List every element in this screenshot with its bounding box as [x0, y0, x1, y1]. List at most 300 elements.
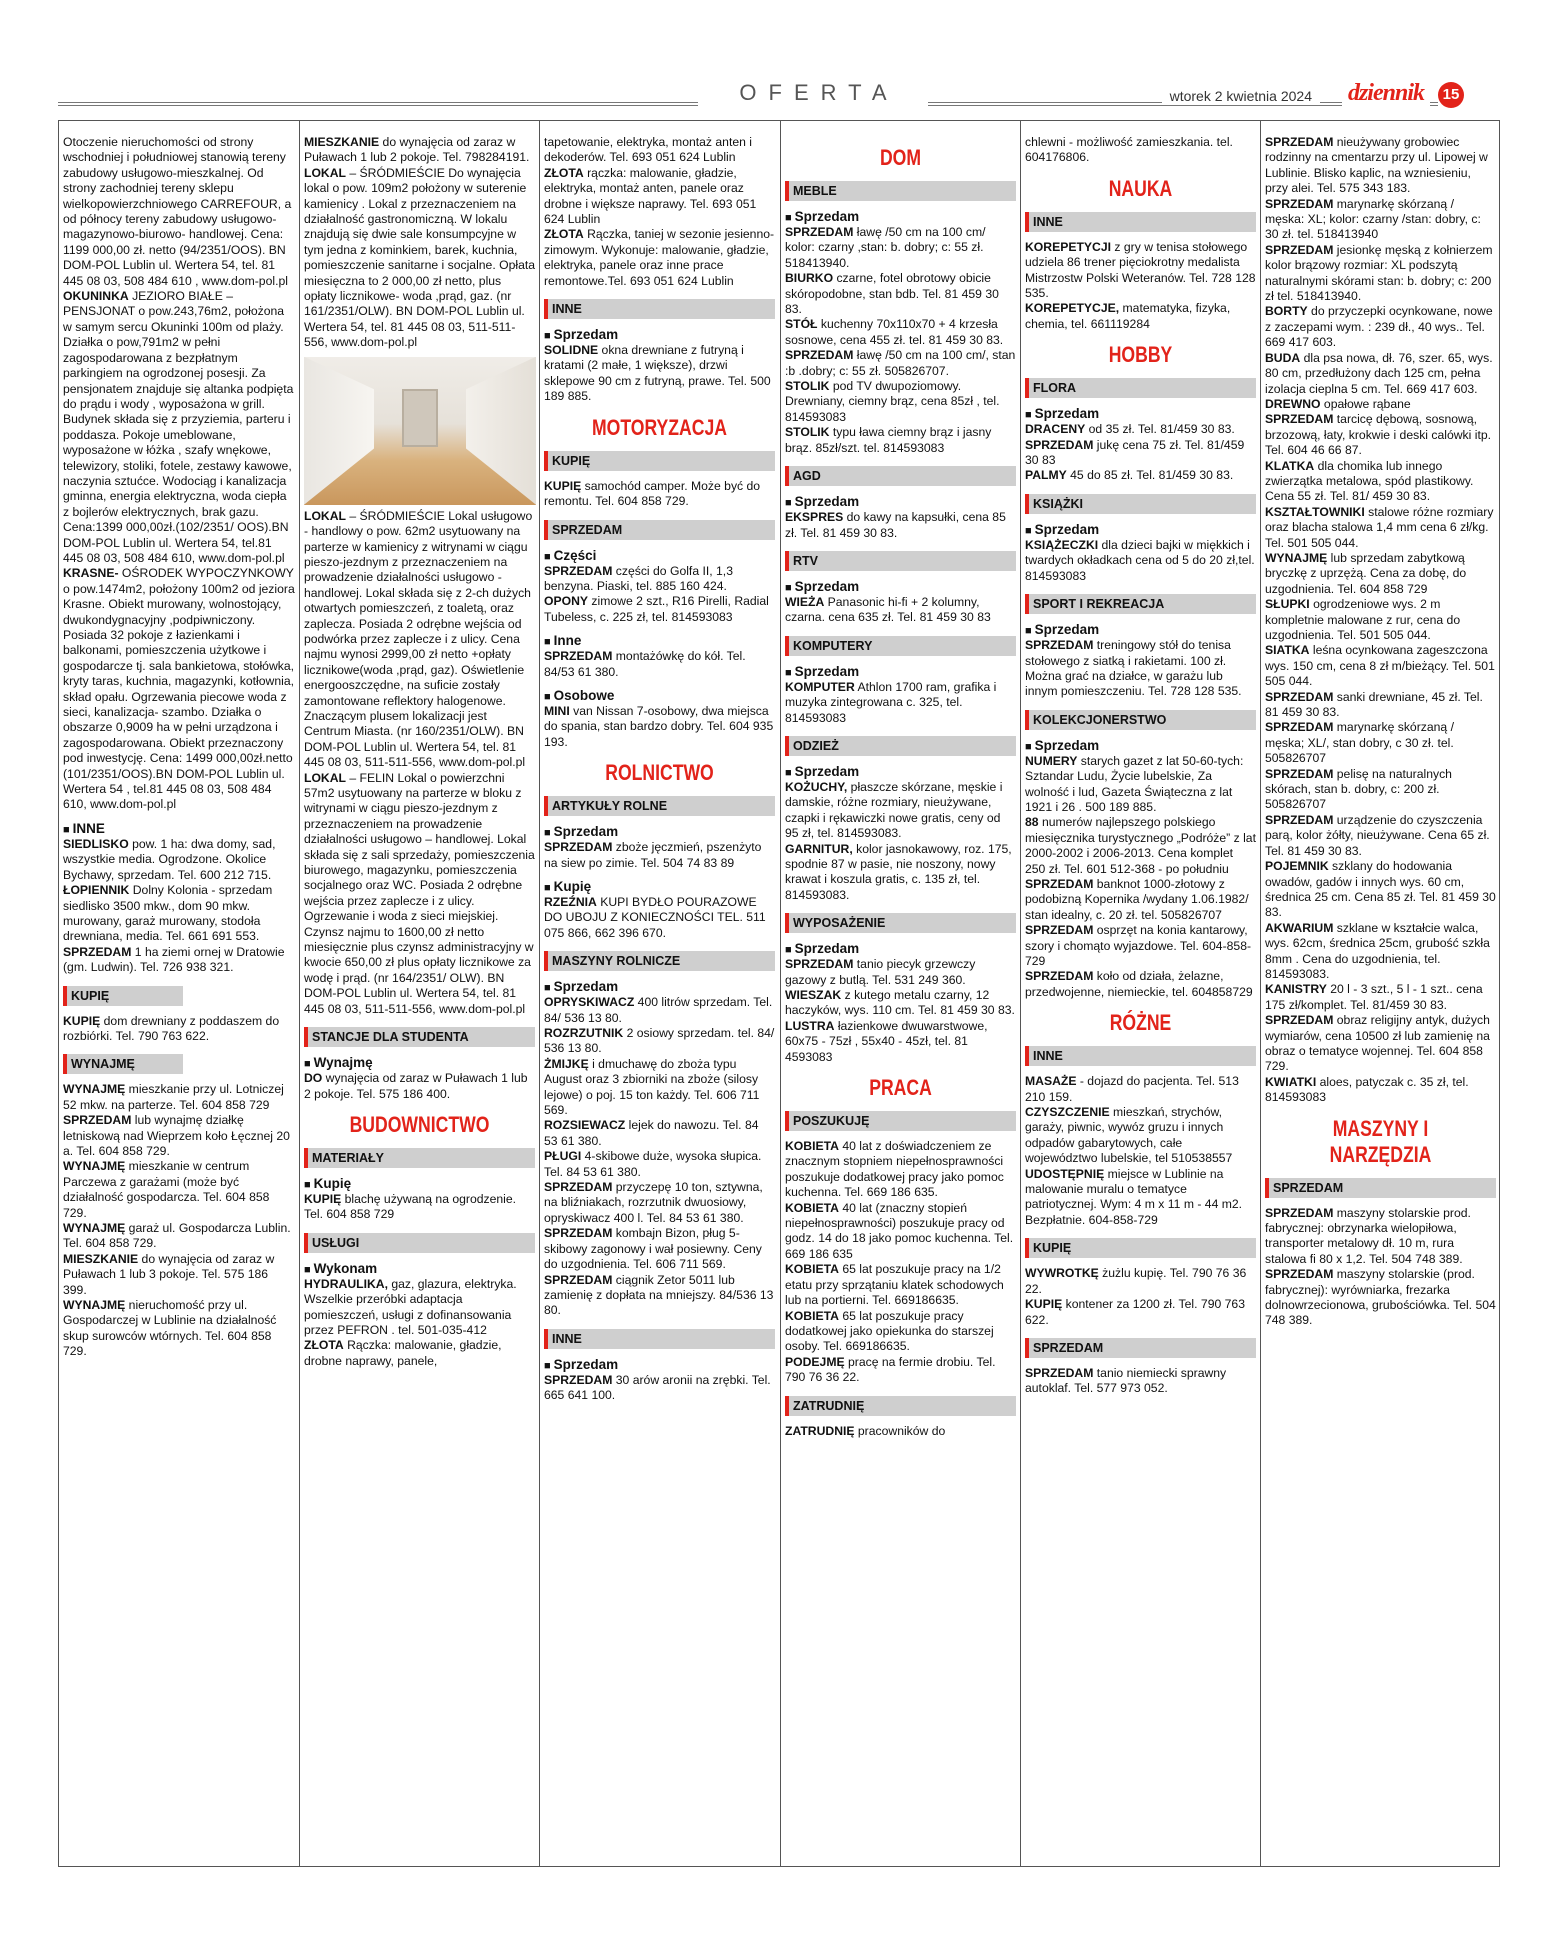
- ad: [304, 509, 535, 771]
- rubric-heading: SPRZEDAM: [1265, 1178, 1496, 1198]
- subsection-heading: ■ INNE: [63, 821, 295, 836]
- ad: [1265, 921, 1496, 983]
- ad-body: z gry w tenisa stołowego udziela 86 trener pięciokrotny medalista Mistrzostw Polski Weteranów. Tel. 728 128 535.: [1025, 239, 1256, 301]
- ad-keyword: KOŻUCHY,: [785, 779, 848, 794]
- ad-body: jukę cena 75 zł. Tel. 81/459 30 83: [1025, 437, 1245, 468]
- ad: [304, 166, 535, 351]
- ad-body: tanio piecyk grzewczy gazowy z butlą. Tel. 531 249 360.: [785, 957, 976, 987]
- ad-body: i dmuchawę do zboża typu August oraz 3 zbiorniki na zboże (silosy lejowe) o poj. 15 ton każdy. Tel. 606 711 569.: [544, 1056, 760, 1118]
- ad: [1025, 638, 1256, 700]
- rubric-heading: MEBLE: [785, 181, 1016, 201]
- ad-body: Rączka: malowanie, gładzie, drobne naprawy, panele,: [304, 1338, 502, 1368]
- ad: [785, 317, 1016, 348]
- rubric-heading: STANCJE DLA STUDENTA: [304, 1027, 535, 1047]
- ad: [785, 225, 1016, 271]
- ad-body: dla chomika lub innego zwierzątka metalowa, spód plastikowy. Cena 55 zł. Tel. 81/ 459 30 83.: [1265, 458, 1474, 504]
- ad: [544, 1026, 775, 1057]
- ad: [544, 227, 775, 289]
- ad-keyword: ZŁOTA: [544, 227, 584, 242]
- ad-body: osprzęt na konia kantarowy, szory i chomąto wyjazdowe. Tel. 604-858-729: [1025, 923, 1252, 968]
- ad-body: kontener za 1200 zł. Tel. 790 763 622.: [1025, 1297, 1245, 1327]
- ad-keyword: SPRZEDAM: [544, 1372, 613, 1387]
- ad-keyword: SPRZEDAM: [544, 563, 613, 578]
- ad: [785, 1262, 1016, 1308]
- ad-keyword: SOLIDNE: [544, 343, 599, 358]
- ad-keyword: OPONY: [544, 594, 589, 609]
- ad-body: dla dzieci bajki w miękkich i twardych okładkach cena od 5 do 20 zł,tel. 814593083: [1025, 537, 1255, 583]
- ad: [544, 479, 775, 510]
- subsection-heading: ■ Kupię: [304, 1176, 535, 1191]
- subsection-heading: ■ Sprzedam: [785, 764, 1016, 779]
- ad: [1265, 1013, 1496, 1075]
- ad-body: tarcicę dębową, sosnową, brzozową, łaty, krokwie i deski calówki itp. Tel. 604 46 66 87.: [1265, 412, 1491, 458]
- ad-keyword: MIESZKANIE: [63, 1251, 139, 1266]
- ad-body: nieruchomość przy ul. Gospodarczej w Lublinie na działalność skup surowców wtórnych. Tel. 604 858 729.: [63, 1298, 277, 1359]
- subsection-heading: ■ Sprzedam: [785, 941, 1016, 956]
- category-title: DOM: [879, 145, 922, 170]
- ad-keyword: GARNITUR,: [785, 841, 853, 856]
- rubric-heading: SPORT I REKREACJA: [1025, 594, 1256, 614]
- column-1: [59, 121, 299, 1866]
- ad-keyword: PODEJMĘ: [785, 1354, 845, 1369]
- ad-body: tanio niemiecki sprawny autoklaf. Tel. 577 973 052.: [1025, 1365, 1227, 1396]
- ad-body: z kutego metalu czarny, 12 haczyków, wys. 110 cm. Tel. 81 459 30 83.: [785, 988, 1015, 1018]
- rubric-heading: KUPIĘ: [1025, 1238, 1256, 1258]
- ad-body: pod TV dwupoziomowy. Drewniany, ciemny brąz, cena 85zł , tel. 814593083: [785, 379, 1000, 424]
- ad-keyword: WYNAJMĘ: [63, 1082, 126, 1097]
- ad-keyword: SPRZEDAM: [1025, 969, 1094, 984]
- ad-body: wynajęcia od zaraz w Puławach 1 lub 2 pokoje. Tel. 575 186 400.: [304, 1071, 528, 1101]
- ad-body: okna drewniane z futryną i kratami (2 małe, 1 większe), drzwi sklepowe 90 cm z futryną, prawe. Tel. 500 189 885.: [544, 343, 771, 404]
- ad: [63, 883, 295, 945]
- rubric-heading: RTV: [785, 551, 1016, 571]
- ad: [785, 1309, 1016, 1355]
- ad-body: Dolny Kolonia - sprzedam siedlisko 3500 mkw., dom 90 mkw. murowany, garaż murowany, stodoła drewniana, media. Tel. 661 691 553.: [63, 883, 273, 944]
- column-5: [1020, 121, 1260, 1866]
- ad-body: mieszkań, strychów, garaży, piwnic, wywóz gruzu i innych odpadów gabarytowych, całe województwo lubelskie, tel 510538557: [1025, 1105, 1233, 1166]
- ad-body: matematyka, fizyka, chemia, tel. 661119284: [1025, 301, 1231, 331]
- ad: [63, 1082, 295, 1113]
- ad-body: lub sprzedam zabytkową bryczkę z uprzężą. Cena za dobę, do uzgodnienia. Tel. 604 858 729: [1265, 550, 1467, 596]
- ad-body: od 35 zł. Tel. 81/459 30 83.: [1085, 422, 1235, 437]
- subsection-heading: ■ Sprzedam: [785, 494, 1016, 509]
- ad: [1025, 422, 1256, 437]
- ad-body: 65 lat poszukuje pracy na 1/2 etatu przy sprzątaniu klatek schodowych lub na portierni. Tel. 669186635.: [785, 1262, 1004, 1308]
- ad-body: leśna ocynkowana zageszczona wys. 150 cm, cena 8 zł m/bieżący. Tel. 501 505 044.: [1265, 643, 1495, 689]
- ad-keyword: KSZTAŁTOWNIKI: [1265, 504, 1365, 519]
- ad: [1265, 813, 1496, 859]
- ad: [1265, 859, 1496, 921]
- ad-body: aloes, patyczak c. 35 zł, tel. 814593083: [1265, 1074, 1469, 1105]
- subsection-heading: ■ Części: [544, 548, 775, 563]
- ad: [1025, 754, 1256, 816]
- ad-body: Panasonic hi-fi + 2 kolumny, czarna. cena 635 zł. Tel. 81 459 30 83: [785, 594, 991, 625]
- ad-keyword: KOREPETYCJE,: [1025, 301, 1120, 316]
- ad: [1265, 597, 1496, 643]
- issue-date: wtorek 2 kwietnia 2024: [1162, 88, 1320, 104]
- newspaper-logo: dziennik: [1342, 80, 1430, 107]
- ad-keyword: WYNAJMĘ: [63, 1159, 126, 1174]
- ad: [1265, 243, 1496, 305]
- ad-keyword: SPRZEDAM: [785, 348, 854, 363]
- ad-body: pracowników do: [854, 1423, 946, 1438]
- ad: [544, 594, 775, 625]
- ad-keyword: ROZRZUTNIK: [544, 1026, 624, 1040]
- ad: [63, 837, 295, 883]
- ad-keyword: PALMY: [1025, 468, 1067, 483]
- rubric-heading: KSIĄŻKI: [1025, 494, 1256, 514]
- ad: [785, 1355, 1016, 1386]
- ad-body: czarne, fotel obrotowy obicie skóropodobne, stan bdb. Tel. 81 459 30 83.: [785, 271, 999, 317]
- ad-body: lejek do nawozu. Tel. 84 53 61 380.: [544, 1118, 759, 1148]
- ad-body: 65 lat poszukuje pracy dodatkowej jako opiekunka do starszej osoby. Tel. 669186635.: [785, 1308, 994, 1354]
- ad-body: OŚRODEK WYPOCZYNKOWY o pow.1474m2, położony 100m2 od jeziora Krasne. Obiekt murowany, wolnostojący, dwukondygnacyjny ,podpiwniczony. Posiada 32 pokoje z łazienkami i balkonami, pomieszczenia użytkowe i gospodarcze tj. sala bankietowa, stołówka, kryty taras, kuchnia, magazynki, kotłownia, skład opału. Ogrzewania piecowe woda z sieci, kanalizacja- szambo. Działka o obszarze 0,9009 ha w pełni urządzona i zagospodarowana. Obiekt przeznaczony pod inwestycję. Cena: 1499 000,00zł.netto (101/2351/OOS).BN DOM-POL Lublin ul. Wertera 54 , tel.81 445 08 03, 508 484 610, www.dom-pol.pl: [63, 566, 295, 812]
- ad: [63, 945, 295, 976]
- ad-keyword: DRACENY: [1025, 422, 1086, 437]
- ad: [1265, 197, 1496, 243]
- ad-keyword: BORTY: [1265, 304, 1308, 319]
- ad: [785, 842, 1016, 904]
- ad-keyword: DREWNO: [1265, 396, 1321, 411]
- ad-body: kolor jasnokawowy, roz. 175, spodnie 87 w pasie, nie noszony, nowy krawat i koszula gratis, c. 135 zł, tel. 814593083.: [785, 841, 1012, 902]
- subsection-heading: ■ Sprzedam: [1025, 622, 1256, 637]
- ad-body: płaszcze skórzane, męskie i damskie, różne rozmiary, nieużywane, czapki i rękawiczki nowe gratis, ceny od 95 zł, tel. 814593083.: [785, 779, 1003, 841]
- ad: [785, 510, 1016, 541]
- category-title: MOTORYZACJA: [592, 414, 727, 440]
- ad: [544, 704, 775, 750]
- ad-body: opałowe rąbane: [1320, 396, 1411, 411]
- ad-body: do kawy na kapsułki, cena 85 zł. Tel. 81 459 30 83.: [785, 510, 1006, 540]
- ad-body: 40 lat (znaczny stopień niepełnosprawności) poszukuje pracy od godz. 14 do 18 jako pomoc kuchenna. Tel. 669 186 635: [785, 1200, 1014, 1261]
- ad: [785, 988, 1016, 1019]
- ad-keyword: AKWARIUM: [1265, 920, 1334, 935]
- ad-keyword: SPRZEDAM: [1265, 1205, 1334, 1220]
- ad-keyword: BIURKO: [785, 271, 834, 286]
- ad-keyword: SPRZEDAM: [1265, 196, 1334, 211]
- ad-body: Athlon 1700 ram, grafika i muzyka zintegrowana c. 325, tel. 814593083: [785, 679, 997, 725]
- ad-keyword: WYNAJMĘ: [1265, 550, 1328, 565]
- column-6: [1260, 121, 1500, 1866]
- section-title: OFERTA: [698, 80, 928, 106]
- subsection-heading: ■ Sprzedam: [544, 824, 775, 839]
- ad-body: JEZIORO BIAŁE – PENSJONAT o pow.243,76m2, położona w samym sercu Okuninki 100m od plaży. Działka o pow,791m2 w pełni zagospodarowana z bezpłatnym parkingiem na ogrodzonej posesji. Za pensjonatem znajduje się altanka podpięta do prądu i wody , wyposażona w grill. Budynek składa się z przyziemia, parteru i poddasza. Pokoje umeblowane, wyposażone w łóżka , szafy wnękowe, telewizory, stoliki, fotele, zestawy kawowe, naczynia sztućce. Wodociąg i kanalizacja gminna, energia elektryczna, woda ciepła z bojlerów elektrycznych, brak gazu. Cena:1399 000,00zł.(102/2351/ OOS).BN DOM-POL Lublin ul. Wertera 54, tel.81 445 08 03, 508 484 610, www.dom-pol.pl: [63, 289, 294, 565]
- rubric-heading: USŁUGI: [304, 1233, 535, 1253]
- ad-keyword: SPRZEDAM: [1025, 923, 1094, 938]
- ad-body: marynarkę skórzaną / męska; XL/, stan dobry, c 30 zł. tel. 505826707: [1265, 720, 1454, 766]
- ad: [785, 1201, 1016, 1263]
- ad-keyword: KOMPUTER: [785, 679, 855, 694]
- rubric-heading: AGD: [785, 466, 1016, 486]
- ad: [63, 289, 295, 566]
- ad-keyword: MIESZKANIE: [304, 135, 380, 149]
- rubric-heading: MASZYNY ROLNICZE: [544, 951, 775, 971]
- ad: [785, 348, 1016, 379]
- ad-keyword: ŁOPIENNIK: [63, 883, 130, 898]
- ad-keyword: LOKAL: [304, 165, 346, 180]
- ad: [544, 166, 775, 228]
- ad-body: kombajn Bizon, pług 5-skibowy zagonowy i wał posiewny. Ceny do uzgodnienia. Tel. 606 711 569.: [544, 1226, 762, 1272]
- ad-keyword: LUSTRA: [785, 1018, 835, 1033]
- ad: [304, 1071, 535, 1102]
- ad-keyword: SPRZEDAM: [1265, 135, 1334, 149]
- ad-keyword: ŻMIJKĘ: [544, 1056, 589, 1071]
- ad: [1025, 1105, 1256, 1167]
- ad-body: blachę używaną na ogrodzenie. Tel. 604 858 729: [304, 1191, 517, 1222]
- ad: [1025, 1366, 1256, 1397]
- ad-body: 400 litrów sprzedam. Tel. 84/ 536 13 80.: [544, 995, 773, 1025]
- ad-body: miejsce w Lublinie na malowanie muralu o tematyce patriotycznej. Wym: 4 m x 11 m - 44 m2. Bezpłatnie. 604-858-729: [1025, 1166, 1243, 1227]
- rubric-heading: WYPOSAŻENIE: [785, 913, 1016, 933]
- ad: [544, 1180, 775, 1226]
- ad-body: do przyczepki ocynkowane, nowe z zaczepami wym. : 239 dł., 40 wys.. Tel. 669 417 603.: [1265, 304, 1493, 350]
- subsection-heading: ■ Sprzedam: [785, 579, 1016, 594]
- ad-keyword: STOLIK: [785, 425, 830, 440]
- ad: [544, 649, 775, 680]
- subsection-heading: ■ Osobowe: [544, 688, 775, 703]
- ad: [1025, 301, 1256, 332]
- ad-body: stalowe różne rozmiary oraz blacha stalowa 1,4 mm cena 6 zł/kg. Tel. 501 505 044.: [1265, 504, 1494, 550]
- ad: [1025, 1297, 1256, 1328]
- category-title: MASZYNY I NARZĘDZIA: [1329, 1115, 1432, 1167]
- ad: [304, 1338, 535, 1369]
- ad: [1025, 1167, 1256, 1229]
- page-number: 15: [1438, 82, 1464, 108]
- ad-body: łazienkowe dwuwarstwowe, 60x75 - 75zł , 55x40 - 45zł, tel. 81 4593083: [785, 1018, 988, 1064]
- ad: [1265, 551, 1496, 597]
- subsection-heading: ■ Sprzedam: [1025, 522, 1256, 537]
- ad-body: Rączka, taniej w sezonie jesienno-zimowym. Wykonuje: malowanie, gładzie, elektryka, panele oraz inne prace remontowe.Tel. 693 051 624 Lublin: [544, 227, 775, 288]
- ad-body: mieszkanie w centrum Parczewa z garażami (może być działalność gospodarcza. Tel. 604 858 729.: [63, 1159, 270, 1220]
- ad: [1025, 923, 1256, 969]
- ad-body: ogrodzeniowe wys. 2 m kompletnie malowane z rur, cena do uzgodnienia. Tel. 501 505 044.: [1265, 597, 1461, 642]
- ad-keyword: SPRZEDAM: [1025, 1365, 1094, 1380]
- rubric-heading: KOMPUTERY: [785, 636, 1016, 656]
- ad-body: dom drewniany z poddaszem do rozbiórki. Tel. 790 763 622.: [63, 1013, 280, 1043]
- ad-keyword: SPRZEDAM: [544, 1272, 613, 1287]
- ad-body: - dojazd do pacjenta. Tel. 513 210 159.: [1025, 1074, 1239, 1104]
- ad: [785, 425, 1016, 456]
- category-title: PRACA: [869, 1075, 932, 1101]
- ad: [544, 564, 775, 595]
- ad-body: 40 lat z doświadczeniem ze znacznym stopniem niepełnosprawności poszukuje dodatkowej pracy jako pomoc kuchenna. Tel. 669 186 635.: [785, 1139, 1004, 1200]
- ad-keyword: STÓŁ: [785, 317, 818, 332]
- ad: [1025, 815, 1256, 877]
- ad: [544, 1118, 775, 1149]
- ad-body: – ŚRÓDMIEŚCIE Do wynajęcia lokal o pow. 109m2 położony w suterenie kamienicy . Lokal z przeznaczeniem na działalność gastronomiczną. W lokalu znajdują się dwie sale konsumpcyjne w tym jedna z kominkiem, barek, kuchnia, pomieszczenie sanitarne i socjalne. Opłata miesięczna to 2 000,00 zł netto, plus opłaty licznikowe- woda ,prąd, gaz. (nr 161/2351/OLW). BN DOM-POL Lublin ul. Wertera 54, tel. 81 445 08 03, 511-511-556, www.dom-pol.pl: [304, 165, 536, 350]
- ad-body: do wynajęcia od zaraz w Puławach 1 lub 2 pokoje. Tel. 798284191.: [304, 135, 530, 165]
- ad-body: 30 arów aronii na zrębki. Tel. 665 641 100.: [544, 1372, 771, 1403]
- ad-body: garaż ul. Gospodarcza Lublin. Tel. 604 858 729.: [63, 1221, 291, 1251]
- ad: [544, 1273, 775, 1319]
- ad: [1025, 438, 1256, 469]
- ad-body: 4-skibowe duże, wysoka słupica. Tel. 84 53 61 380.: [544, 1149, 762, 1179]
- category-title: HOBBY: [1108, 342, 1173, 368]
- column-2: [299, 121, 539, 1866]
- ad-keyword: KOBIETA: [785, 1200, 839, 1215]
- ad-body: treningowy stół do tenisa stołowego z siatką i rakietami. 100 zł. Można grać na działce, w garażu lub innym pomieszczeniu. Tel. 728 128 535.: [1025, 638, 1242, 699]
- ad-keyword: WIESZAK: [785, 988, 842, 1002]
- ad-body: zboże jęczmień, pszenżyto na siew po zimie. Tel. 504 74 83 89: [544, 840, 762, 870]
- ad-body: sanki drewniane, 45 zł. Tel. 81 459 30 83.: [1265, 689, 1483, 720]
- ad-keyword: CZYSZCZENIE: [1025, 1105, 1110, 1120]
- ad: [1265, 720, 1496, 766]
- subsection-heading: ■ Kupię: [544, 879, 775, 894]
- ad: [1025, 877, 1256, 923]
- ad: [63, 1113, 295, 1159]
- ad-body: samochód camper. Może być do remontu. Tel. 604 858 729.: [544, 478, 761, 509]
- rubric-heading: INNE: [1025, 1046, 1256, 1066]
- ad-keyword: KOBIETA: [785, 1308, 839, 1323]
- ad-keyword: BUDA: [1265, 350, 1301, 365]
- ad-keyword: MASAŻE: [1025, 1074, 1077, 1089]
- ad-body: obraz religijny antyk, dużych wymiarów, cena 10500 zł lub zamienię na obraz o tematyce wojennej. Tel. 604 858 729.: [1265, 1013, 1490, 1074]
- ad: [544, 1226, 775, 1272]
- ad-body: van Nissan 7-osobowy, dwa miejsca do spania, stan bardzo dobry. Tel. 604 935 193.: [544, 703, 774, 749]
- ad: [63, 1221, 295, 1252]
- subsection-heading: ■ Sprzedam: [544, 327, 775, 342]
- ad: [1025, 538, 1256, 584]
- ad-keyword: NUMERY: [1025, 753, 1078, 768]
- rubric-heading: INNE: [1025, 212, 1256, 232]
- ad-keyword: POJEMNIK: [1265, 859, 1329, 874]
- ad-body: pelisę na naturalnych skórach, stan b. dobry, c: 200 zł. 505826707: [1265, 766, 1452, 812]
- ad-keyword: LOKAL: [304, 508, 346, 523]
- rubric-heading: SPRZEDAM: [544, 520, 775, 540]
- ad-keyword: SPRZEDAM: [1265, 689, 1334, 704]
- ad: [544, 895, 775, 941]
- column-3: [539, 121, 779, 1866]
- subsection-heading: ■ Sprzedam: [1025, 738, 1256, 753]
- ad-body: pracę na fermie drobiu. Tel. 790 76 36 22.: [785, 1354, 996, 1385]
- ad-keyword: OKUNINKA: [63, 289, 129, 304]
- ad: [544, 995, 775, 1026]
- ad-keyword: KSIĄŻECZKI: [1025, 537, 1099, 552]
- rubric-heading: INNE: [544, 1329, 775, 1349]
- ad-keyword: KOBIETA: [785, 1139, 839, 1154]
- ad: [63, 1014, 295, 1045]
- ad: [544, 1373, 775, 1404]
- ad-keyword: UDOSTĘPNIĘ: [1025, 1166, 1105, 1181]
- ad-body: ławę /50 cm na 100 cm/, stan :b .dobry; c: 55 zł. 505826707.: [785, 348, 1016, 378]
- ad-text: Otoczenie nieruchomości od strony wschodniej i południowej stanowią tereny zabudowy usługowo-mieszkalnej. Od strony zachodniej tereny sklepu wielkopowierzchniowego CARREFOUR, a od północy tereny zabudowy usługowo-magazynowo-biurowo- handlowej. Cena: 1199 000,00 zł. netto (94/2351/OOS). BN DOM-POL Lublin ul. Wertera 54, tel. 81 445 08 03, 508 484 610 , www.dom-pol.pl: [63, 135, 292, 288]
- ad-keyword: SPRZEDAM: [1265, 1013, 1334, 1028]
- ad-keyword: 88: [1025, 815, 1039, 830]
- ad-keyword: SPRZEDAM: [785, 225, 854, 239]
- rubric-heading: ARTYKUŁY ROLNE: [544, 796, 775, 816]
- ad-keyword: ZŁOTA: [544, 165, 584, 180]
- ad: [304, 771, 535, 1018]
- ad-keyword: PŁUGI: [544, 1149, 582, 1164]
- ad-body: montażówkę do kół. Tel. 84/53 61 380.: [544, 649, 746, 679]
- ad-keyword: WYWROTKĘ: [1025, 1266, 1099, 1281]
- ad-keyword: DO: [304, 1071, 323, 1086]
- ad-keyword: KOREPETYCJI: [1025, 239, 1112, 254]
- ad-body: marynarkę skórzaną / męska: XL; kolor: czarny /stan: dobry, c: 30 zł. tel. 518413940: [1265, 196, 1481, 242]
- ad-text: chlewni - możliwość zamieszkania. tel. 604176806.: [1025, 135, 1233, 165]
- subsection-heading: ■ Sprzedam: [785, 664, 1016, 679]
- ad: [544, 840, 775, 871]
- ad-keyword: KLATKA: [1265, 458, 1315, 473]
- ad: [785, 680, 1016, 726]
- ad: [1265, 304, 1496, 350]
- ad-keyword: SIATKA: [1265, 643, 1310, 658]
- ad: [304, 135, 535, 166]
- ad: [785, 780, 1016, 842]
- ad: [1265, 351, 1496, 397]
- ad-keyword: KUPIĘ: [1025, 1297, 1063, 1312]
- ad-keyword: SPRZEDAM: [544, 1180, 613, 1195]
- subsection-heading: ■ Sprzedam: [785, 209, 1016, 224]
- ad-body: 1 ha ziemi ornej w Dratowie (gm. Ludwin). Tel. 726 938 321.: [63, 944, 285, 975]
- ad-body: przyczepę 10 ton, sztywna, na bliźniakach, rozrzutnik dwuosiowy, opryskiwacz 400 l. Tel. 84 53 61 380.: [544, 1180, 763, 1225]
- ad-body: maszyny stolarskie (prod. fabrycznej): wyrówniarka, frezarka dolnowrzecionowa, grubościówka. Tel. 504 748 389.: [1265, 1267, 1496, 1328]
- ad: [1265, 643, 1496, 689]
- ad-body: kuchenny 70x110x70 + 4 krzesła sosnowe, cena 455 zł. tel. 81 459 30 83.: [785, 317, 1004, 347]
- ad-keyword: SPRZEDAM: [1265, 812, 1334, 827]
- ad: [785, 957, 1016, 988]
- ad: [785, 595, 1016, 626]
- ad: [1265, 459, 1496, 505]
- ad: [785, 1019, 1016, 1065]
- ad-body: do wynajęcia od zaraz w Puławach 1 lub 3 pokoje. Tel. 575 186 399.: [63, 1251, 275, 1297]
- ad-keyword: KUPIĘ: [544, 478, 582, 493]
- ad: [304, 1277, 535, 1339]
- ad-keyword: STOLIK: [785, 379, 830, 394]
- ad-body: urządzenie do czyszczenia parą, kolor żółty, nieużywane. Cena 65 zł. Tel. 81 459 30 83.: [1265, 812, 1490, 858]
- ad-body: szklane w kształcie walca, wys. 62cm, średnica 25cm, grubość szkła 8mm . Cena do uzgodnienia, tel. 814593083.: [1265, 920, 1490, 981]
- ad: [63, 1252, 295, 1298]
- subsection-heading: ■ Inne: [544, 633, 775, 648]
- rubric-heading: ODZIEŻ: [785, 736, 1016, 756]
- ad: [544, 343, 775, 405]
- page-header: [58, 80, 1500, 112]
- ad: [1025, 1074, 1256, 1105]
- ad: [1265, 767, 1496, 813]
- ad-keyword: KOBIETA: [785, 1262, 839, 1277]
- ad-keyword: SPRZEDAM: [1025, 876, 1094, 891]
- classifieds-frame: [58, 120, 1500, 1867]
- rubric-heading: POSZUKUJĘ: [785, 1111, 1016, 1131]
- rubric-heading: INNE: [544, 299, 775, 319]
- ad-body: 45 do 85 zł. Tel. 81/459 30 83.: [1066, 468, 1234, 483]
- ad-keyword: SPRZEDAM: [1265, 412, 1334, 427]
- ad-body: KUPI BYDŁO POURAZOWE DO UBOJU Z KONIECZNOŚCI TEL. 511 075 866, 662 396 670.: [544, 894, 766, 940]
- ad-keyword: SPRZEDAM: [63, 1113, 132, 1128]
- ad-keyword: SPRZEDAM: [1265, 720, 1334, 735]
- ad-body: gaz, glazura, elektryka. Wszelkie przeróbki adaptacja pomieszczeń, usługi z dofinansowania przez PEFRON . tel. 501-035-412: [304, 1276, 517, 1337]
- ad-body: starych gazet z lat 50-60-tych: Sztandar Ludu, Życie lubelskie, Za wolność i lud, Gazeta Świąteczna z lat 1921 i 26 . 500 189 885.: [1025, 753, 1244, 814]
- ad-keyword: WYNAJMĘ: [63, 1221, 126, 1235]
- ad-keyword: SPRZEDAM: [544, 649, 613, 664]
- ad: [304, 1192, 535, 1223]
- ad: [1265, 397, 1496, 412]
- ad-keyword: ZŁOTA: [304, 1338, 344, 1353]
- apartment-photo: [304, 357, 536, 505]
- ad-keyword: LOKAL: [304, 770, 346, 785]
- ad-body: maszyny stolarskie prod. fabrycznej: obrzynarka wielopiłowa, transporter metalowy dł. 10 m, rura stalowa fi 80 x 1,2. Tel. 504 748 389.: [1265, 1205, 1471, 1266]
- ad-body: numerów najlepszego polskiego miesięcznika turystycznego „Podróże” z lat 2000-2002 i 2006-2013. Cena komplet 250 zł. Tel. 601 512-368 - po południu: [1025, 815, 1256, 876]
- subsection-heading: ■ Sprzedam: [544, 1357, 775, 1372]
- column-4: [780, 121, 1020, 1866]
- subsection-heading: ■ Sprzedam: [544, 979, 775, 994]
- ad-body: 20 l - 3 szt., 5 l - 1 szt.. cena 175 zł/komplet. Tel. 81/459 30 83.: [1265, 982, 1483, 1012]
- rubric-heading: KUPIĘ: [63, 986, 183, 1006]
- rubric-heading: KOLEKCJONERSTWO: [1025, 710, 1256, 730]
- ad-body: szklany do hodowania owadów, gadów i innych wys. 60 cm, średnica 25 cm. Cena 85 zł. Tel. 81 459 30 83.: [1265, 859, 1496, 920]
- ad-keyword: SPRZEDAM: [1025, 437, 1094, 452]
- ad-keyword: SŁUPKI: [1265, 597, 1310, 612]
- ad: [1265, 1075, 1496, 1106]
